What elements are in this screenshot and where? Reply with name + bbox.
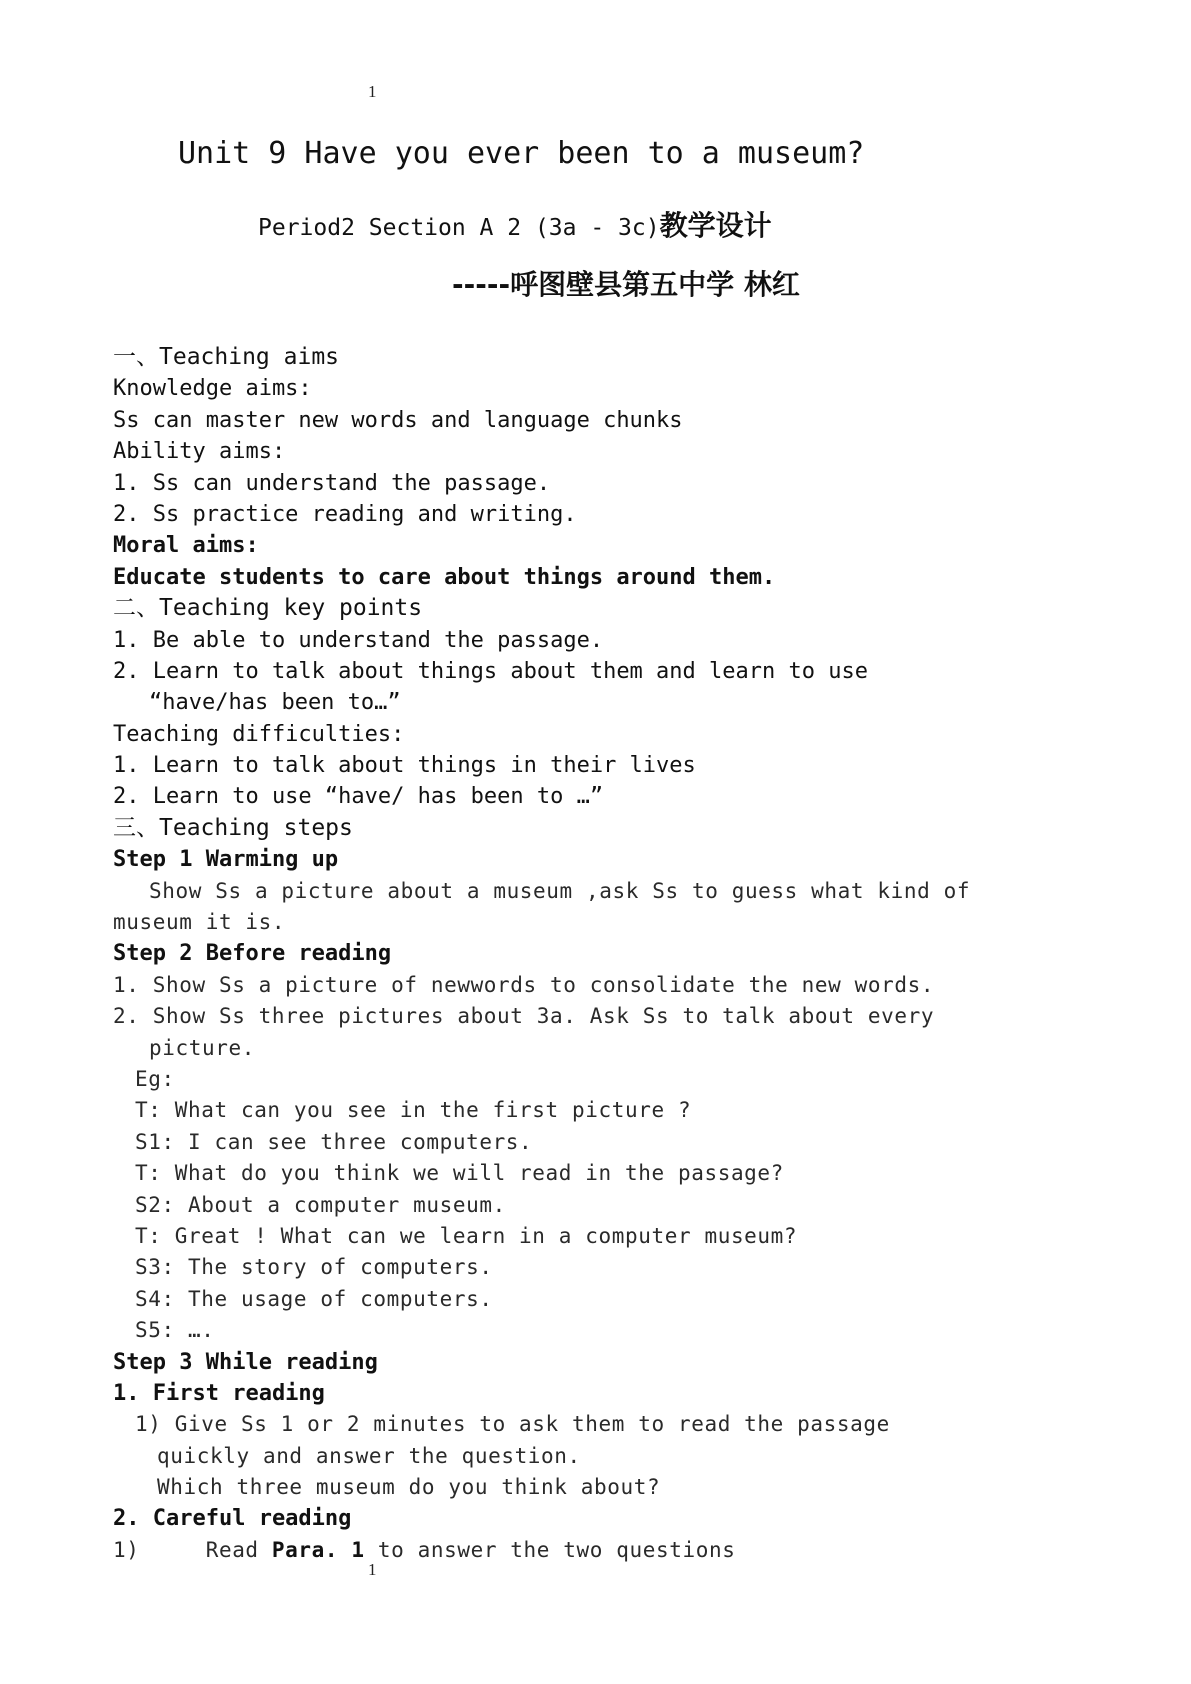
body-line: quickly and answer the question. [157, 1443, 581, 1468]
body-line-last [113, 1535, 1113, 1566]
last-line-prefix: 1) Read [113, 1537, 272, 1562]
list-item: 1. Learn to talk about things in their lives [113, 753, 696, 779]
list-item: 1. Be able to understand the passage. [113, 627, 604, 653]
list-item: 2. Learn to talk about things about them and learn to use [113, 658, 868, 684]
list-item: 2. Show Ss three pictures about 3a. Ask Ss to talk about every [113, 1004, 935, 1029]
page-number-bottom: 1 [368, 1560, 377, 1579]
body-line: Show Ss a picture about a museum ,ask Ss to guess what kind of [149, 878, 971, 903]
dialogue-line: S4: The usage of computers. [135, 1286, 493, 1311]
document-title: Unit 9 Have you ever been to a museum? [178, 136, 865, 171]
dialogue-line: S5: …. [135, 1318, 215, 1343]
step-heading: Step 2 Before reading [113, 941, 392, 967]
dialogue-line: S1: I can see three computers. [135, 1129, 533, 1154]
dialogue-line: S2: About a computer museum. [135, 1192, 506, 1217]
list-item: 1. Show Ss a picture of newwords to consolidate the new words. [113, 972, 935, 997]
list-item: 2. Ss practice reading and writing. [113, 501, 577, 527]
last-line-suffix: to answer the two questions [364, 1537, 736, 1562]
substep-heading: 1. First reading [113, 1380, 325, 1406]
dialogue-line: T: Great ! What can we learn in a computer museum? [135, 1223, 798, 1248]
document-subtitle [258, 204, 772, 244]
subtitle-chinese: 教学设计 [659, 209, 772, 242]
body-line: museum it is. [113, 910, 286, 935]
last-line-bold: Para. 1 [271, 1537, 365, 1562]
section-heading-aims: 一、Teaching aims [113, 344, 340, 370]
dialogue-line: T: What do you think we will read in the passage? [135, 1161, 784, 1186]
subheading-difficulties: Teaching difficulties: [113, 721, 405, 747]
list-item: 1. Ss can understand the passage. [113, 470, 551, 496]
dialogue-line: T: What can you see in the first picture ? [135, 1098, 692, 1123]
list-item-continuation: “have/has been to…” [149, 690, 401, 716]
section-heading-steps: 三、Teaching steps [113, 814, 353, 841]
body-line: Educate students to care about things around them. [113, 564, 776, 590]
list-item-continuation: picture. [149, 1035, 255, 1060]
dialogue-line: Eg: [135, 1066, 175, 1091]
substep-heading: 2. Careful reading [113, 1506, 352, 1532]
document-body [113, 342, 1113, 1566]
page-number-top: 1 [368, 82, 377, 101]
subheading-ability: Ability aims: [113, 439, 286, 465]
subtitle-english: Period2 Section A 2 (3a - 3c) [258, 215, 660, 241]
body-line: Ss can master new words and language chunks [113, 407, 683, 433]
step-heading: Step 1 Warming up [113, 847, 339, 873]
body-line: 1) Give Ss 1 or 2 minutes to ask them to read the passage [135, 1412, 890, 1437]
step-heading: Step 3 While reading [113, 1349, 378, 1375]
author-line: -----呼图壁县第五中学 林红 [452, 268, 800, 301]
list-item: 2. Learn to use “have/ has been to …” [113, 784, 604, 810]
subheading-knowledge: Knowledge aims: [113, 376, 312, 402]
body-line: Which three museum do you think about? [157, 1475, 661, 1500]
subheading-moral: Moral aims: [113, 533, 259, 559]
dialogue-line: S3: The story of computers. [135, 1255, 493, 1280]
section-heading-key-points: 二、Teaching key points [113, 595, 423, 622]
